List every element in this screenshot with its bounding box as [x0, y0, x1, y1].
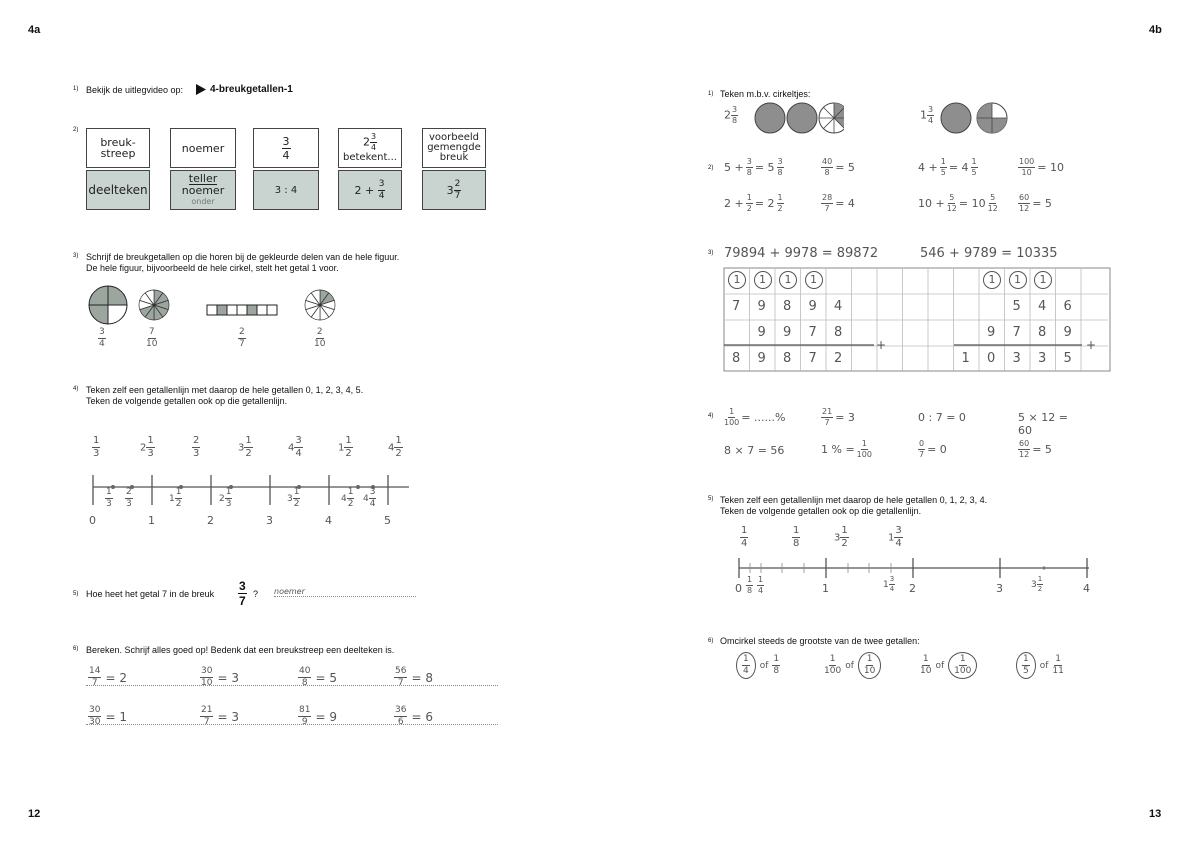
grid-digit: 9 — [987, 325, 996, 340]
page-number: 13 — [1149, 808, 1162, 820]
addition-grid-digits — [724, 268, 1108, 372]
question-number: 3) — [73, 253, 79, 259]
term-fraction: $\frac{3}{4}$ — [253, 128, 319, 168]
grid-digit: 0 — [987, 351, 996, 366]
grid-digit: 1 — [805, 271, 823, 289]
fraction-figures — [80, 282, 350, 332]
term-deelteken: deelteken — [86, 170, 150, 210]
term-plus: 2 + $\frac{3}{4}$ — [338, 170, 402, 210]
grid-digit: 6 — [1063, 299, 1072, 314]
q5-answer-field[interactable]: noemer — [274, 587, 416, 597]
question-number: 2) — [708, 165, 714, 171]
grid-digit: 7 — [1012, 325, 1021, 340]
grid-digit: 3 — [1038, 351, 1047, 366]
plus-sign: + — [876, 338, 887, 352]
question-text: Schrijf de breukgetallen op die horen bij de gekleurde delen van de hele figuur. De hele figuur, bijvoorbeeld de hele cirkel, stelt het getal 1 voor. — [86, 252, 400, 273]
grid-digit: 8 — [834, 325, 843, 340]
grid-digit: 8 — [783, 299, 792, 314]
term-noemer: noemer — [170, 128, 236, 168]
question-number: 4) — [708, 413, 714, 419]
circles-1-3-4 — [940, 101, 1012, 135]
q1-label-a: 2 $\frac{3}{8}$ — [724, 105, 738, 125]
grid-digit: 3 — [1012, 351, 1021, 366]
grid-digit: 9 — [757, 325, 766, 340]
compare-pair: $\frac{1}{4}$ of $\frac{1}{8}$ — [736, 652, 780, 679]
q6-pairs — [736, 652, 1096, 682]
page-tag: 4b — [1149, 24, 1162, 36]
compare-pair: $\frac{1}{100}$ of $\frac{1}{10}$ — [824, 652, 881, 679]
question-number: 1) — [708, 91, 714, 97]
bar-sevenths — [207, 305, 277, 315]
number-line-labels: $\frac{1}{3}$ $\frac{2}{3}$ 1 $\frac{1}{2}$ 2 $\frac{1}{3}$ 3 $\frac{1}{2}$ 4 $\frac{1}{2}$ 4 $\frac{3}{4}$ 0 1 2 3 4 5 — [89, 487, 391, 527]
calc-item: $\frac{30}{30}$ = 1 — [89, 705, 127, 727]
term-mixed: 2 $\frac{3}{4}$ betekent... — [338, 128, 402, 168]
grid-digit: 1 — [1034, 271, 1052, 289]
circle-quarters — [89, 286, 127, 324]
calc-item: $\frac{36}{6}$ = 6 — [395, 705, 433, 727]
grid-digit: 7 — [808, 325, 817, 340]
play-icon — [196, 84, 206, 95]
grid-digit: 2 — [834, 351, 843, 366]
page-number: 12 — [28, 808, 41, 820]
circle-tenths-outline — [305, 290, 335, 320]
q4-given: $\frac{1}{3}$ 2 $\frac{1}{3}$ $\frac{2}{3}$ 3 $\frac{1}{2}$ 4 $\frac{3}{4}$ 1 $\frac{1}{2}$ 4 $\frac{1}{2}$ — [93, 435, 402, 459]
grid-digit: 1 — [961, 351, 970, 366]
term-mixed-example: 3 $\frac{2}{7}$ — [422, 170, 486, 210]
term-voorbeeld: voorbeeld gemengde breuk — [422, 128, 486, 168]
compare-pair: $\frac{1}{10}$ of $\frac{1}{100}$ — [920, 652, 977, 679]
grid-digit: 7 — [732, 299, 741, 314]
term-teller-noemer: teller noemer onder — [170, 170, 236, 210]
grid-digit: 9 — [808, 299, 817, 314]
question-number: 6) — [708, 638, 714, 644]
question-text: Teken m.b.v. cirkeltjes: — [720, 89, 811, 99]
calc-item: $\frac{56}{7}$ = 8 — [395, 666, 433, 688]
grid-digit: 8 — [732, 351, 741, 366]
calc-item: $\frac{40}{8}$ = 5 — [299, 666, 337, 688]
grid-digit: 8 — [1038, 325, 1047, 340]
question-text: Bereken. Schrijf alles goed op! Bedenk dat een breukstreep een deelteken is. — [86, 645, 395, 655]
term-division: 3 : 4 — [253, 170, 319, 210]
page-tag: 4a — [28, 24, 41, 36]
grid-digit: 1 — [983, 271, 1001, 289]
grid-digit: 9 — [1063, 325, 1072, 340]
grid-digit: 4 — [1038, 299, 1047, 314]
grid-digit: 1 — [779, 271, 797, 289]
q4-equations: $\frac{1}{100}$ = ......% $\frac{21}{7}$ = 3 0 : 7 = 0 5 × 12 = 60 8 × 7 = 56 1 % = $\frac{1}{100}$ $\frac{0}{7}$ = 0 $\frac{60}{12}$ = 5 — [724, 407, 1068, 459]
grid-digit: 9 — [757, 299, 766, 314]
question-number: 3) — [708, 250, 714, 256]
question-number: 5) — [708, 496, 714, 502]
plus-sign: + — [1086, 338, 1097, 352]
grid-digit: 5 — [1012, 299, 1021, 314]
question-number: 4) — [73, 386, 79, 392]
question-number: 2) — [73, 127, 79, 133]
grid-digit: 9 — [757, 351, 766, 366]
video-link[interactable] — [196, 84, 293, 95]
grid-digit: 1 — [728, 271, 746, 289]
question-text: Teken zelf een getallenlijn met daarop de hele getallen 0, 1, 2, 3, 4, 5. Teken de volgende getallen ook op die getallenlijn. — [86, 385, 364, 406]
circle-tenths — [139, 290, 169, 320]
q5-questionmark: ? — [253, 589, 259, 599]
calc-item: $\frac{81}{9}$ = 9 — [299, 705, 337, 727]
q2-equations: 5 + $\frac{3}{8}$ = 5 $\frac{3}{8}$ $\frac{40}{8}$ = 5 4 + $\frac{1}{5}$ = 4 $\frac{1}{5}$ $\frac{100}{10}$ = 10 2 + $\frac{1}{2}$ = 2 $\frac{1}{2}$ $\frac{28}{7}$ = 4 10 + $\frac{5}{12}$ = 10 $\frac{5}{12}$ $\frac{60}{12}$ = 5 — [724, 157, 1064, 213]
right-page — [596, 0, 1191, 842]
grid-digit: 1 — [1009, 271, 1027, 289]
term-breukstreep: breuk- streep — [86, 128, 150, 168]
question-text: Bekijk de uitlegvideo op: — [86, 85, 184, 95]
question-text: Teken zelf een getallenlijn met daarop de hele getallen 0, 1, 2, 3, 4. Teken de volgende getallen ook op die getallenlijn. — [720, 495, 988, 516]
left-page — [0, 0, 595, 842]
number-line-0-4-labels: 0 $\frac{1}{8}$ $\frac{1}{4}$ 1 1 $\frac{3}{4}$ 2 3 3 $\frac{1}{2}$ 4 — [735, 575, 1090, 595]
calc-item: $\frac{21}{7}$ = 3 — [201, 705, 239, 727]
q6-calculations — [86, 665, 506, 735]
q5-fraction: $\frac{3}{7}$ — [239, 579, 246, 608]
q3-sum-1: 79894 + 9978 = 89872 — [724, 246, 879, 261]
q3-answers: $\frac{3}{4}$ $\frac{7}{10}$ $\frac{2}{7}$ $\frac{2}{10}$ — [99, 327, 326, 349]
question-number: 1) — [73, 86, 79, 92]
grid-digit: 8 — [783, 351, 792, 366]
video-link-label: 4-breukgetallen-1 — [210, 84, 293, 95]
q5-given: $\frac{1}{4}$ $\frac{1}{8}$ 3 $\frac{1}{2}$ 1 $\frac{3}{4}$ — [741, 525, 902, 549]
question-number: 6) — [73, 646, 79, 652]
grid-digit: 9 — [783, 325, 792, 340]
circles-2-3-8 — [754, 101, 844, 135]
grid-digit: 7 — [808, 351, 817, 366]
grid-digit: 5 — [1063, 351, 1072, 366]
q1-label-b: 1 $\frac{3}{4}$ — [920, 105, 934, 125]
calc-item: $\frac{30}{10}$ = 3 — [201, 666, 239, 688]
q3-sum-2: 546 + 9789 = 10335 — [920, 246, 1058, 261]
question-number: 5) — [73, 591, 79, 597]
compare-pair: $\frac{1}{5}$ of $\frac{1}{11}$ — [1016, 652, 1064, 679]
grid-digit: 1 — [754, 271, 772, 289]
question-text: Hoe heet het getal 7 in de breuk — [86, 589, 215, 599]
question-text: Omcirkel steeds de grootste van de twee getallen: — [720, 636, 920, 646]
calc-item: $\frac{14}{7}$ = 2 — [89, 666, 127, 688]
grid-digit: 4 — [834, 299, 843, 314]
